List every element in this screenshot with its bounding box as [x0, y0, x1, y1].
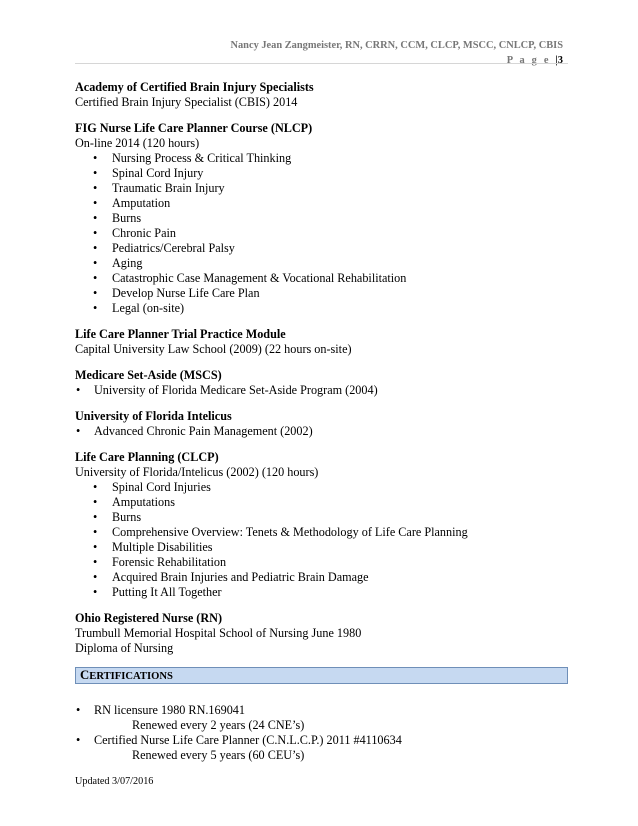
header-divider: [75, 63, 568, 64]
section-title: Medicare Set-Aside (MSCS): [75, 368, 222, 382]
section-title: Life Care Planning (CLCP): [75, 450, 219, 464]
list-item: • Putting It All Together: [75, 585, 568, 600]
section-title: FIG Nurse Life Care Planner Course (NLCP): [75, 121, 313, 135]
certifications-heading: [75, 667, 568, 684]
certification-list: [75, 703, 568, 763]
list-item: • Amputations: [75, 495, 568, 510]
list-item: • Amputation: [75, 196, 568, 211]
list-item: • Aging: [75, 256, 568, 271]
page-footer: Updated 3/07/2016: [75, 776, 154, 787]
education-section-clcp: [75, 450, 568, 600]
list-item: • Burns: [75, 510, 568, 525]
list-item: • Develop Nurse Life Care Plan: [75, 286, 568, 301]
list-item: • Acquired Brain Injuries and Pediatric Brain Damage: [75, 570, 568, 585]
program-list: [75, 424, 568, 439]
section-line: Certified Brain Injury Specialist (CBIS) 2014: [75, 95, 298, 109]
page-separator: |: [555, 55, 558, 66]
course-topic-list: [75, 151, 568, 316]
list-item: • Chronic Pain: [75, 226, 568, 241]
section-title: University of Florida Intelicus: [75, 409, 232, 423]
section-title: Life Care Planner Trial Practice Module: [75, 327, 286, 341]
page-label: P a g e: [506, 55, 551, 66]
heading-rest: ERTIFICATIONS: [89, 671, 173, 682]
list-item: • Nursing Process & Critical Thinking: [75, 151, 568, 166]
certification-item: [75, 733, 568, 763]
section-line: Diploma of Nursing: [75, 641, 174, 655]
section-line: Capital University Law School (2009) (22 hours on-site): [75, 342, 352, 356]
list-item: • University of Florida Medicare Set-Aside Program (2004): [75, 383, 568, 398]
certification-renewal: Renewed every 2 years (24 CNE’s): [132, 718, 305, 732]
header-name: Nancy Jean Zangmeister, RN, CRRN, CCM, CLCP, MSCC, CNLCP, CBIS: [230, 40, 563, 51]
list-item: • Spinal Cord Injury: [75, 166, 568, 181]
section-line: On-line 2014 (120 hours): [75, 136, 200, 150]
certification-item: [75, 703, 568, 733]
education-section-intelicus: [75, 409, 568, 439]
page-indicator: [230, 53, 563, 68]
section-line: Trumbull Memorial Hospital School of Nursing June 1980: [75, 626, 362, 640]
section-title: Ohio Registered Nurse (RN): [75, 611, 223, 625]
list-item: • Advanced Chronic Pain Management (2002): [75, 424, 568, 439]
list-item: • Comprehensive Overview: Tenets & Methodology of Life Care Planning: [75, 525, 568, 540]
section-line: University of Florida/Intelicus (2002) (120 hours): [75, 465, 319, 479]
list-item: • Catastrophic Case Management & Vocational Rehabilitation: [75, 271, 568, 286]
education-section-trial-module: [75, 327, 568, 357]
list-item: • Traumatic Brain Injury: [75, 181, 568, 196]
certification-renewal: Renewed every 5 years (60 CEU’s): [132, 748, 305, 762]
list-item: • Burns: [75, 211, 568, 226]
list-item: • Multiple Disabilities: [75, 540, 568, 555]
education-section-mscs: [75, 368, 568, 398]
course-topic-list: [75, 480, 568, 600]
certification-text: • Certified Nurse Life Care Planner (C.N.L.C.P.) 2011 #4110634: [94, 733, 402, 747]
list-item: • Legal (on-site): [75, 301, 568, 316]
section-title: Academy of Certified Brain Injury Specialists: [75, 80, 314, 94]
education-section-nlcp: [75, 121, 568, 316]
heading-initial: C: [80, 668, 90, 682]
education-section-acbis: [75, 80, 568, 110]
list-item: • Pediatrics/Cerebral Palsy: [75, 241, 568, 256]
page-number: 3: [557, 55, 563, 66]
document-body: [75, 80, 568, 763]
program-list: [75, 383, 568, 398]
certification-text: • RN licensure 1980 RN.169041: [94, 703, 245, 717]
education-section-rn: [75, 611, 568, 656]
list-item: • Forensic Rehabilitation: [75, 555, 568, 570]
list-item: • Spinal Cord Injuries: [75, 480, 568, 495]
